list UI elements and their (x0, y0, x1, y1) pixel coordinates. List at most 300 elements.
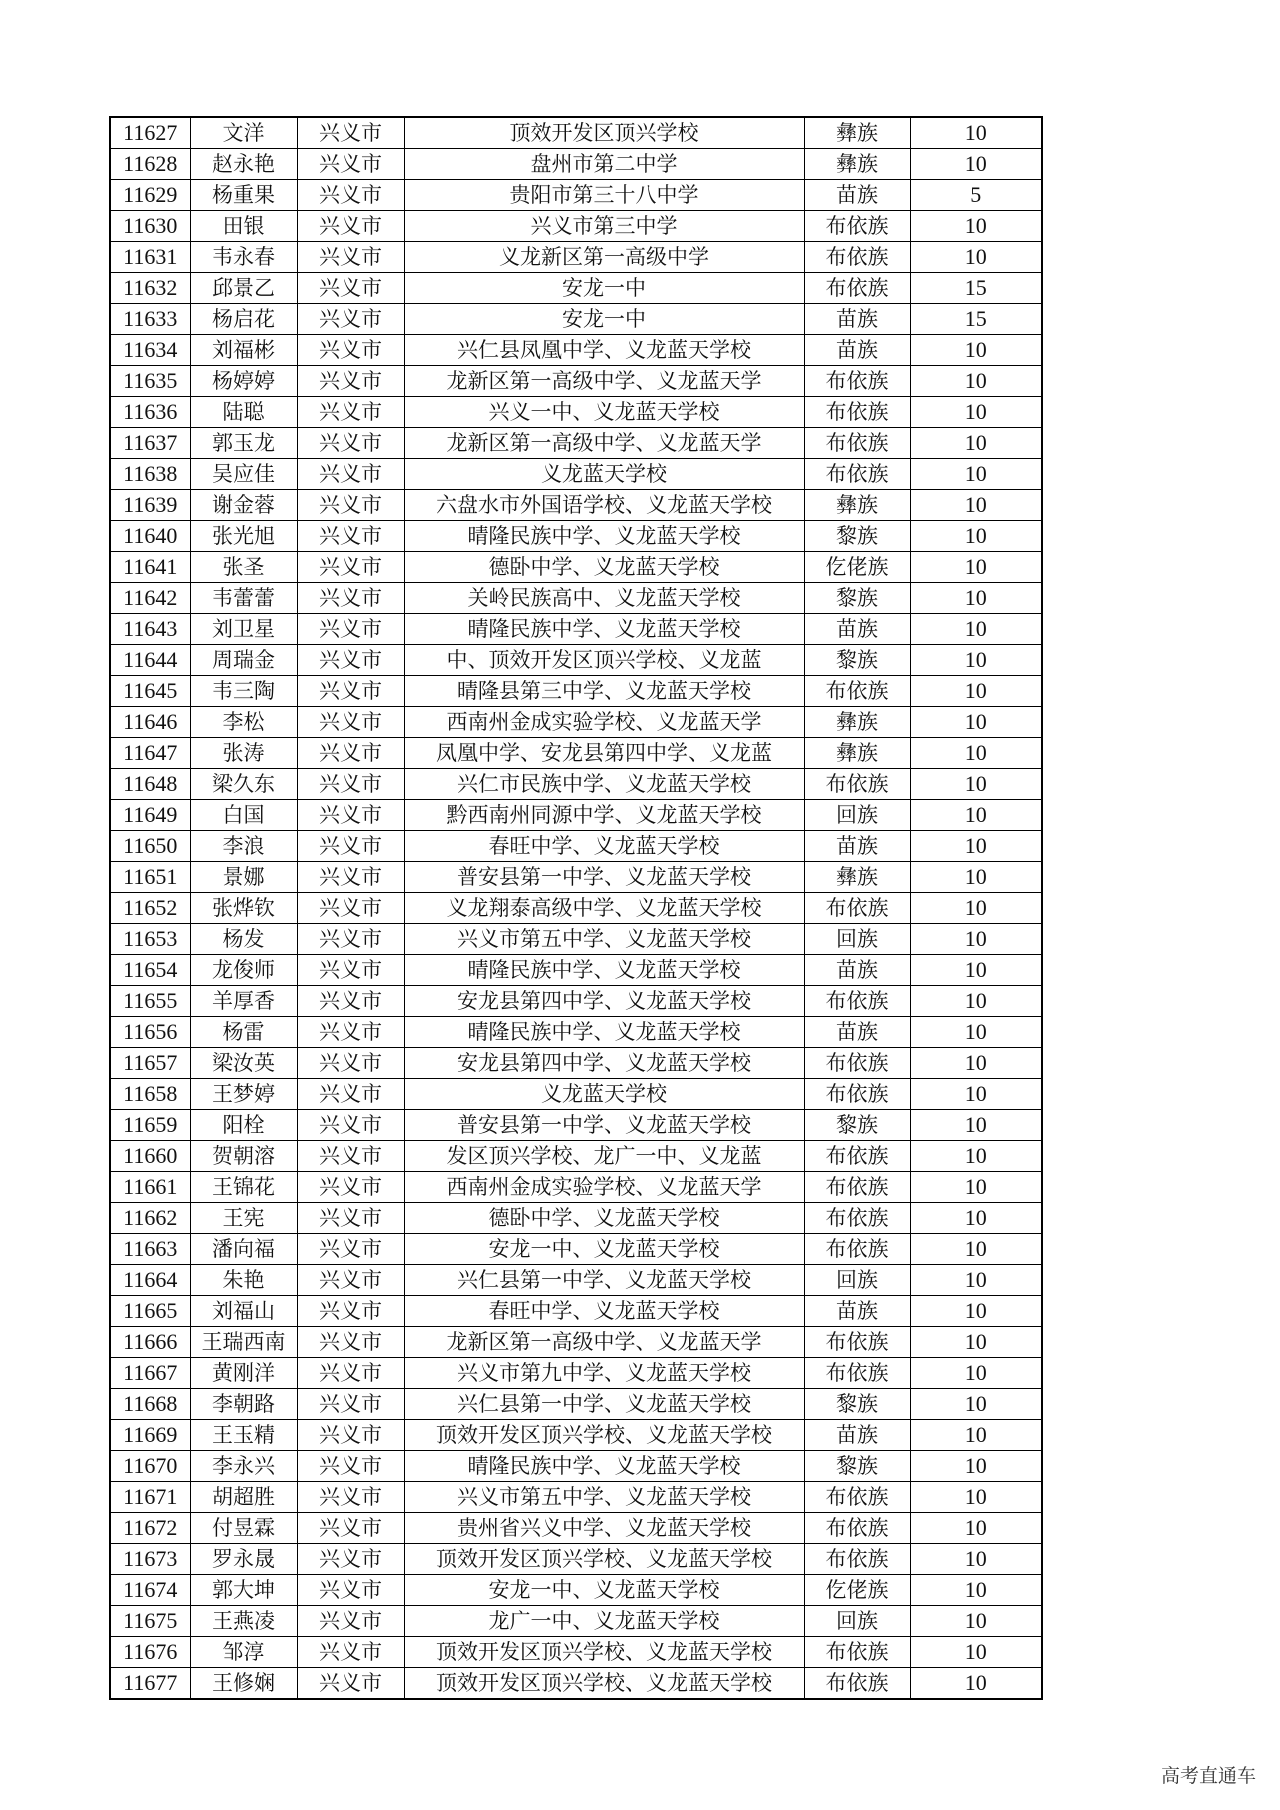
table-row (110, 1513, 1042, 1544)
bonus-score-cell: 10 (910, 1017, 1042, 1048)
student-id-cell: 11677 (110, 1668, 190, 1700)
school-cell: 德卧中学、义龙蓝天学校 (404, 552, 804, 583)
school-cell: 安龙县第四中学、义龙蓝天学校 (404, 986, 804, 1017)
table-row (110, 335, 1042, 366)
ethnicity-cell: 黎族 (804, 1110, 910, 1141)
bonus-score-cell: 10 (910, 1606, 1042, 1637)
bonus-score-cell: 10 (910, 769, 1042, 800)
school-cell: 顶效开发区顶兴学校、义龙蓝天学校 (404, 1420, 804, 1451)
city-cell: 兴义市 (297, 552, 404, 583)
school-cell: 晴隆民族中学、义龙蓝天学校 (404, 1017, 804, 1048)
name-cell: 杨重果 (190, 180, 297, 211)
name-cell: 陆聪 (190, 397, 297, 428)
name-cell: 韦永春 (190, 242, 297, 273)
table-row (110, 738, 1042, 769)
bonus-score-cell: 15 (910, 273, 1042, 304)
name-cell: 张烨钦 (190, 893, 297, 924)
bonus-score-cell: 10 (910, 428, 1042, 459)
school-cell: 春旺中学、义龙蓝天学校 (404, 1296, 804, 1327)
school-cell: 安龙县第四中学、义龙蓝天学校 (404, 1048, 804, 1079)
city-cell: 兴义市 (297, 862, 404, 893)
bonus-score-cell: 10 (910, 1513, 1042, 1544)
ethnicity-cell: 布依族 (804, 1637, 910, 1668)
ethnicity-cell: 布依族 (804, 1048, 910, 1079)
ethnicity-cell: 苗族 (804, 1296, 910, 1327)
ethnicity-cell: 布依族 (804, 242, 910, 273)
table-row (110, 242, 1042, 273)
ethnicity-cell: 苗族 (804, 614, 910, 645)
table-row (110, 955, 1042, 986)
school-cell: 顶效开发区顶兴学校 (404, 117, 804, 149)
table-row (110, 769, 1042, 800)
city-cell: 兴义市 (297, 707, 404, 738)
student-id-cell: 11667 (110, 1358, 190, 1389)
bonus-score-cell: 10 (910, 1420, 1042, 1451)
bonus-score-cell: 10 (910, 1637, 1042, 1668)
school-cell: 普安县第一中学、义龙蓝天学校 (404, 862, 804, 893)
name-cell: 杨启花 (190, 304, 297, 335)
school-cell: 兴义市第五中学、义龙蓝天学校 (404, 924, 804, 955)
ethnicity-cell: 布依族 (804, 676, 910, 707)
student-id-cell: 11665 (110, 1296, 190, 1327)
bonus-score-cell: 10 (910, 1265, 1042, 1296)
table-row (110, 986, 1042, 1017)
table-row (110, 893, 1042, 924)
table-row (110, 614, 1042, 645)
school-cell: 安龙一中、义龙蓝天学校 (404, 1575, 804, 1606)
city-cell: 兴义市 (297, 1203, 404, 1234)
bonus-score-cell: 10 (910, 1203, 1042, 1234)
student-id-cell: 11669 (110, 1420, 190, 1451)
bonus-score-cell: 10 (910, 645, 1042, 676)
student-id-cell: 11658 (110, 1079, 190, 1110)
table-row (110, 1172, 1042, 1203)
ethnicity-cell: 彝族 (804, 862, 910, 893)
name-cell: 王燕凌 (190, 1606, 297, 1637)
city-cell: 兴义市 (297, 117, 404, 149)
student-id-cell: 11634 (110, 335, 190, 366)
bonus-score-cell: 10 (910, 366, 1042, 397)
student-id-cell: 11655 (110, 986, 190, 1017)
school-cell: 安龙一中、义龙蓝天学校 (404, 1234, 804, 1265)
city-cell: 兴义市 (297, 1513, 404, 1544)
city-cell: 兴义市 (297, 1668, 404, 1700)
student-id-cell: 11628 (110, 149, 190, 180)
table-row (110, 1265, 1042, 1296)
bonus-score-cell: 10 (910, 1389, 1042, 1420)
ethnicity-cell: 回族 (804, 800, 910, 831)
school-cell: 德卧中学、义龙蓝天学校 (404, 1203, 804, 1234)
ethnicity-cell: 苗族 (804, 180, 910, 211)
student-id-cell: 11647 (110, 738, 190, 769)
table-row (110, 1110, 1042, 1141)
student-id-cell: 11648 (110, 769, 190, 800)
bonus-score-cell: 10 (910, 1327, 1042, 1358)
name-cell: 白国 (190, 800, 297, 831)
city-cell: 兴义市 (297, 769, 404, 800)
name-cell: 刘福山 (190, 1296, 297, 1327)
ethnicity-cell: 仡佬族 (804, 1575, 910, 1606)
ethnicity-cell: 布依族 (804, 1544, 910, 1575)
city-cell: 兴义市 (297, 1327, 404, 1358)
school-cell: 贵州省兴义中学、义龙蓝天学校 (404, 1513, 804, 1544)
ethnicity-cell: 苗族 (804, 1420, 910, 1451)
bonus-score-cell: 10 (910, 1482, 1042, 1513)
name-cell: 张涛 (190, 738, 297, 769)
student-id-cell: 11643 (110, 614, 190, 645)
bonus-score-cell: 10 (910, 986, 1042, 1017)
name-cell: 李浪 (190, 831, 297, 862)
student-id-cell: 11673 (110, 1544, 190, 1575)
bonus-score-cell: 10 (910, 459, 1042, 490)
city-cell: 兴义市 (297, 1544, 404, 1575)
name-cell: 王锦花 (190, 1172, 297, 1203)
ethnicity-cell: 布依族 (804, 1203, 910, 1234)
ethnicity-cell: 布依族 (804, 1668, 910, 1700)
bonus-score-cell: 10 (910, 707, 1042, 738)
bonus-score-cell: 10 (910, 117, 1042, 149)
ethnicity-cell: 布依族 (804, 366, 910, 397)
table-row (110, 924, 1042, 955)
name-cell: 贺朝溶 (190, 1141, 297, 1172)
bonus-score-cell: 10 (910, 1668, 1042, 1700)
ethnicity-cell: 布依族 (804, 1513, 910, 1544)
table-row (110, 1420, 1042, 1451)
name-cell: 梁汝英 (190, 1048, 297, 1079)
school-cell: 春旺中学、义龙蓝天学校 (404, 831, 804, 862)
ethnicity-cell: 布依族 (804, 397, 910, 428)
school-cell: 晴隆民族中学、义龙蓝天学校 (404, 614, 804, 645)
table-row (110, 1606, 1042, 1637)
school-cell: 兴仁县凤凰中学、义龙蓝天学校 (404, 335, 804, 366)
bonus-score-cell: 10 (910, 149, 1042, 180)
student-id-cell: 11627 (110, 117, 190, 149)
city-cell: 兴义市 (297, 1637, 404, 1668)
student-id-cell: 11666 (110, 1327, 190, 1358)
school-cell: 义龙翔泰高级中学、义龙蓝天学校 (404, 893, 804, 924)
school-cell: 晴隆县第三中学、义龙蓝天学校 (404, 676, 804, 707)
ethnicity-cell: 回族 (804, 1606, 910, 1637)
table-row (110, 645, 1042, 676)
school-cell: 义龙蓝天学校 (404, 459, 804, 490)
ethnicity-cell: 苗族 (804, 335, 910, 366)
table-row (110, 1048, 1042, 1079)
student-id-cell: 11641 (110, 552, 190, 583)
name-cell: 郭大坤 (190, 1575, 297, 1606)
name-cell: 朱艳 (190, 1265, 297, 1296)
city-cell: 兴义市 (297, 428, 404, 459)
name-cell: 王梦婷 (190, 1079, 297, 1110)
school-cell: 顶效开发区顶兴学校、义龙蓝天学校 (404, 1668, 804, 1700)
bonus-score-cell: 10 (910, 1575, 1042, 1606)
table-row (110, 1575, 1042, 1606)
student-id-cell: 11637 (110, 428, 190, 459)
bonus-score-cell: 10 (910, 1544, 1042, 1575)
name-cell: 张光旭 (190, 521, 297, 552)
name-cell: 王宪 (190, 1203, 297, 1234)
bonus-points-table (109, 116, 1043, 1700)
school-cell: 兴仁县第一中学、义龙蓝天学校 (404, 1265, 804, 1296)
ethnicity-cell: 布依族 (804, 428, 910, 459)
table-row (110, 117, 1042, 149)
ethnicity-cell: 布依族 (804, 1141, 910, 1172)
bonus-score-cell: 10 (910, 583, 1042, 614)
school-cell: 兴义市第三中学 (404, 211, 804, 242)
city-cell: 兴义市 (297, 211, 404, 242)
student-id-cell: 11670 (110, 1451, 190, 1482)
city-cell: 兴义市 (297, 955, 404, 986)
ethnicity-cell: 布依族 (804, 986, 910, 1017)
city-cell: 兴义市 (297, 1265, 404, 1296)
city-cell: 兴义市 (297, 614, 404, 645)
city-cell: 兴义市 (297, 645, 404, 676)
name-cell: 潘向福 (190, 1234, 297, 1265)
name-cell: 王瑞西南 (190, 1327, 297, 1358)
table-row (110, 366, 1042, 397)
bonus-score-cell: 10 (910, 924, 1042, 955)
student-id-cell: 11668 (110, 1389, 190, 1420)
school-cell: 兴仁县第一中学、义龙蓝天学校 (404, 1389, 804, 1420)
student-id-cell: 11672 (110, 1513, 190, 1544)
student-id-cell: 11629 (110, 180, 190, 211)
student-id-cell: 11675 (110, 1606, 190, 1637)
student-id-cell: 11674 (110, 1575, 190, 1606)
student-id-cell: 11646 (110, 707, 190, 738)
bonus-score-cell: 10 (910, 1079, 1042, 1110)
city-cell: 兴义市 (297, 1172, 404, 1203)
name-cell: 胡超胜 (190, 1482, 297, 1513)
school-cell: 兴义一中、义龙蓝天学校 (404, 397, 804, 428)
school-cell: 黔西南州同源中学、义龙蓝天学校 (404, 800, 804, 831)
bonus-score-cell: 10 (910, 335, 1042, 366)
student-id-cell: 11649 (110, 800, 190, 831)
city-cell: 兴义市 (297, 1296, 404, 1327)
city-cell: 兴义市 (297, 242, 404, 273)
table-row (110, 459, 1042, 490)
table-body (110, 117, 1042, 1699)
school-cell: 兴仁市民族中学、义龙蓝天学校 (404, 769, 804, 800)
ethnicity-cell: 黎族 (804, 1451, 910, 1482)
city-cell: 兴义市 (297, 490, 404, 521)
city-cell: 兴义市 (297, 1048, 404, 1079)
name-cell: 王玉精 (190, 1420, 297, 1451)
bonus-score-cell: 10 (910, 211, 1042, 242)
school-cell: 发区顶兴学校、龙广一中、义龙蓝 (404, 1141, 804, 1172)
student-id-cell: 11638 (110, 459, 190, 490)
city-cell: 兴义市 (297, 1606, 404, 1637)
city-cell: 兴义市 (297, 893, 404, 924)
table-row (110, 273, 1042, 304)
student-id-cell: 11663 (110, 1234, 190, 1265)
table-row (110, 1358, 1042, 1389)
school-cell: 六盘水市外国语学校、义龙蓝天学校 (404, 490, 804, 521)
student-id-cell: 11657 (110, 1048, 190, 1079)
name-cell: 郭玉龙 (190, 428, 297, 459)
ethnicity-cell: 苗族 (804, 304, 910, 335)
city-cell: 兴义市 (297, 335, 404, 366)
table-row (110, 1327, 1042, 1358)
ethnicity-cell: 回族 (804, 924, 910, 955)
name-cell: 杨婷婷 (190, 366, 297, 397)
name-cell: 张圣 (190, 552, 297, 583)
name-cell: 杨雷 (190, 1017, 297, 1048)
city-cell: 兴义市 (297, 397, 404, 428)
table-row (110, 1079, 1042, 1110)
city-cell: 兴义市 (297, 521, 404, 552)
bonus-score-cell: 10 (910, 1048, 1042, 1079)
bonus-score-cell: 10 (910, 1451, 1042, 1482)
table-row (110, 1017, 1042, 1048)
school-cell: 贵阳市第三十八中学 (404, 180, 804, 211)
name-cell: 付昱霖 (190, 1513, 297, 1544)
bonus-score-cell: 10 (910, 862, 1042, 893)
student-id-cell: 11639 (110, 490, 190, 521)
name-cell: 邹淳 (190, 1637, 297, 1668)
ethnicity-cell: 黎族 (804, 645, 910, 676)
city-cell: 兴义市 (297, 924, 404, 955)
ethnicity-cell: 彝族 (804, 738, 910, 769)
bonus-score-cell: 15 (910, 304, 1042, 335)
table-row (110, 149, 1042, 180)
student-id-cell: 11651 (110, 862, 190, 893)
table-row (110, 1389, 1042, 1420)
table-row (110, 1203, 1042, 1234)
school-cell: 西南州金成实验学校、义龙蓝天学 (404, 1172, 804, 1203)
ethnicity-cell: 苗族 (804, 1017, 910, 1048)
school-cell: 普安县第一中学、义龙蓝天学校 (404, 1110, 804, 1141)
name-cell: 李松 (190, 707, 297, 738)
student-id-cell: 11644 (110, 645, 190, 676)
student-id-cell: 11635 (110, 366, 190, 397)
bonus-score-cell: 10 (910, 893, 1042, 924)
table-row (110, 211, 1042, 242)
school-cell: 义龙蓝天学校 (404, 1079, 804, 1110)
bonus-score-cell: 10 (910, 831, 1042, 862)
ethnicity-cell: 彝族 (804, 707, 910, 738)
bonus-score-cell: 5 (910, 180, 1042, 211)
school-cell: 兴义市第九中学、义龙蓝天学校 (404, 1358, 804, 1389)
city-cell: 兴义市 (297, 304, 404, 335)
table-row (110, 1637, 1042, 1668)
city-cell: 兴义市 (297, 800, 404, 831)
ethnicity-cell: 回族 (804, 1265, 910, 1296)
table-row (110, 552, 1042, 583)
ethnicity-cell: 仡佬族 (804, 552, 910, 583)
school-cell: 龙广一中、义龙蓝天学校 (404, 1606, 804, 1637)
school-cell: 关岭民族高中、义龙蓝天学校 (404, 583, 804, 614)
name-cell: 韦蕾蕾 (190, 583, 297, 614)
student-id-cell: 11653 (110, 924, 190, 955)
ethnicity-cell: 布依族 (804, 1172, 910, 1203)
name-cell: 邱景乙 (190, 273, 297, 304)
ethnicity-cell: 彝族 (804, 117, 910, 149)
table-row (110, 676, 1042, 707)
student-id-cell: 11662 (110, 1203, 190, 1234)
city-cell: 兴义市 (297, 1420, 404, 1451)
city-cell: 兴义市 (297, 273, 404, 304)
bonus-score-cell: 10 (910, 676, 1042, 707)
school-cell: 龙新区第一高级中学、义龙蓝天学 (404, 1327, 804, 1358)
table-row (110, 180, 1042, 211)
bonus-score-cell: 10 (910, 490, 1042, 521)
bonus-score-cell: 10 (910, 1358, 1042, 1389)
student-id-cell: 11654 (110, 955, 190, 986)
city-cell: 兴义市 (297, 676, 404, 707)
student-id-cell: 11645 (110, 676, 190, 707)
name-cell: 阳栓 (190, 1110, 297, 1141)
city-cell: 兴义市 (297, 1482, 404, 1513)
ethnicity-cell: 布依族 (804, 1327, 910, 1358)
ethnicity-cell: 彝族 (804, 149, 910, 180)
table-row (110, 862, 1042, 893)
ethnicity-cell: 黎族 (804, 1389, 910, 1420)
school-cell: 凤凰中学、安龙县第四中学、义龙蓝 (404, 738, 804, 769)
bonus-score-cell: 10 (910, 614, 1042, 645)
table-row (110, 490, 1042, 521)
school-cell: 中、顶效开发区顶兴学校、义龙蓝 (404, 645, 804, 676)
name-cell: 韦三陶 (190, 676, 297, 707)
table-row (110, 1234, 1042, 1265)
city-cell: 兴义市 (297, 1110, 404, 1141)
city-cell: 兴义市 (297, 180, 404, 211)
ethnicity-cell: 彝族 (804, 490, 910, 521)
name-cell: 刘卫星 (190, 614, 297, 645)
city-cell: 兴义市 (297, 1017, 404, 1048)
student-id-cell: 11664 (110, 1265, 190, 1296)
city-cell: 兴义市 (297, 1234, 404, 1265)
student-id-cell: 11661 (110, 1172, 190, 1203)
name-cell: 杨发 (190, 924, 297, 955)
name-cell: 李朝路 (190, 1389, 297, 1420)
city-cell: 兴义市 (297, 1575, 404, 1606)
bonus-score-cell: 10 (910, 397, 1042, 428)
name-cell: 黄刚洋 (190, 1358, 297, 1389)
student-id-cell: 11631 (110, 242, 190, 273)
table-row (110, 1296, 1042, 1327)
school-cell: 龙新区第一高级中学、义龙蓝天学 (404, 366, 804, 397)
city-cell: 兴义市 (297, 986, 404, 1017)
ethnicity-cell: 布依族 (804, 1079, 910, 1110)
ethnicity-cell: 布依族 (804, 1482, 910, 1513)
school-cell: 晴隆民族中学、义龙蓝天学校 (404, 521, 804, 552)
school-cell: 安龙一中 (404, 273, 804, 304)
name-cell: 李永兴 (190, 1451, 297, 1482)
table-row (110, 428, 1042, 459)
city-cell: 兴义市 (297, 1358, 404, 1389)
bonus-score-cell: 10 (910, 1172, 1042, 1203)
bonus-score-cell: 10 (910, 1141, 1042, 1172)
student-id-cell: 11656 (110, 1017, 190, 1048)
school-cell: 晴隆民族中学、义龙蓝天学校 (404, 955, 804, 986)
bonus-score-cell: 10 (910, 1234, 1042, 1265)
ethnicity-cell: 苗族 (804, 955, 910, 986)
city-cell: 兴义市 (297, 738, 404, 769)
watermark-text: 高考直通车 (1160, 1765, 1256, 1787)
table-row (110, 707, 1042, 738)
table-row (110, 304, 1042, 335)
school-cell: 龙新区第一高级中学、义龙蓝天学 (404, 428, 804, 459)
ethnicity-cell: 布依族 (804, 273, 910, 304)
city-cell: 兴义市 (297, 459, 404, 490)
ethnicity-cell: 布依族 (804, 1234, 910, 1265)
student-id-cell: 11671 (110, 1482, 190, 1513)
city-cell: 兴义市 (297, 831, 404, 862)
table-row (110, 1451, 1042, 1482)
ethnicity-cell: 布依族 (804, 893, 910, 924)
city-cell: 兴义市 (297, 366, 404, 397)
city-cell: 兴义市 (297, 1141, 404, 1172)
name-cell: 谢金蓉 (190, 490, 297, 521)
